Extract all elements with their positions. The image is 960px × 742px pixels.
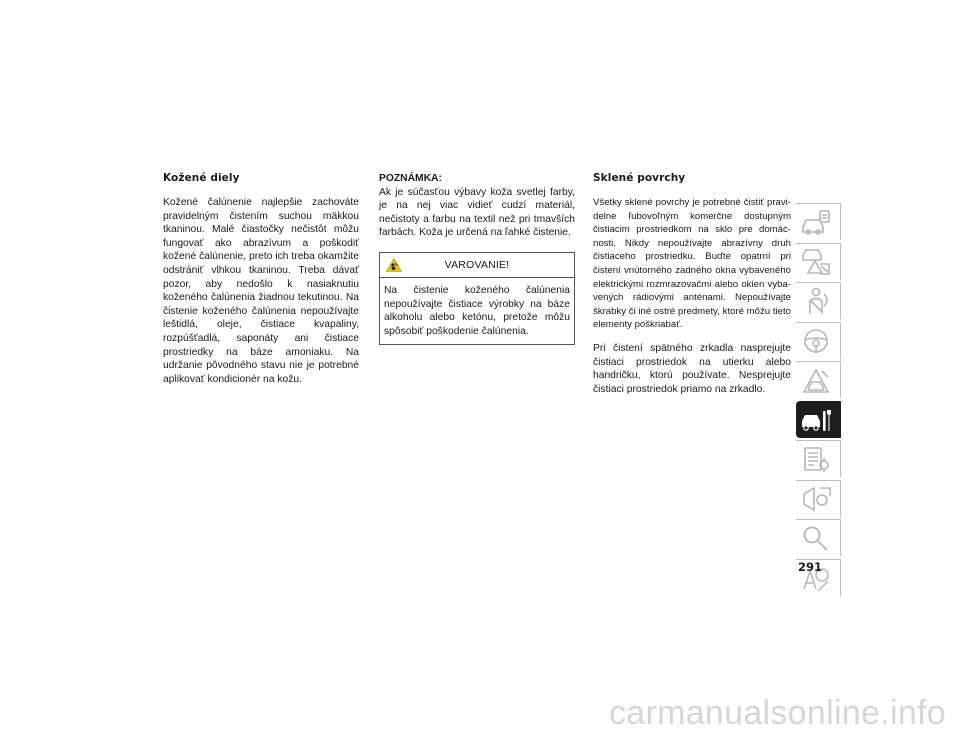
warning-title: VAROVANIE! bbox=[444, 258, 510, 271]
section-heading-leather: Kožené diely bbox=[163, 172, 240, 184]
note-label: POZNÁMKA: bbox=[379, 173, 442, 184]
tab-car-warning[interactable] bbox=[796, 243, 841, 280]
car-maintenance-icon bbox=[800, 405, 832, 435]
warning-body bbox=[380, 278, 574, 344]
page-number: 291 bbox=[797, 560, 822, 574]
warning-text: Na čistenie koženého čalúnenia nepoužívajte čistiace výrobky na báze alkoholu alebo ketónu, pretože môžu spôsobiť poškodenie čalúnenia. bbox=[384, 284, 570, 337]
warning-triangle-icon bbox=[386, 258, 402, 272]
tab-roadside-emergency[interactable] bbox=[796, 361, 841, 398]
tab-car-info[interactable] bbox=[796, 203, 841, 240]
warning-header bbox=[380, 253, 574, 278]
chapter-tabs bbox=[796, 203, 841, 598]
car-warning-icon bbox=[800, 247, 832, 277]
tab-multimedia[interactable] bbox=[796, 480, 841, 517]
warning-box bbox=[379, 252, 575, 345]
note-text: Ak je súčasťou výbavy koža svetlej farby, je na nej viac vidieť cudzí materiál, nečistoty a farbu na textil než pri tmavších farbách. Koža je určená na ľahké čistenie. bbox=[379, 186, 575, 239]
glass-paragraph-2: Pri čistení spätného zrkadla nasprejujte čistiaci prostriedok na utierku alebo handričku, ktorú používate. Nesprejujte čistiaci prostriedok priamo na zrkadlo. bbox=[593, 342, 791, 395]
specifications-icon bbox=[800, 444, 832, 474]
leather-section bbox=[163, 172, 359, 396]
seatbelt-safety-icon bbox=[800, 286, 832, 316]
tab-car-maintenance[interactable] bbox=[796, 401, 841, 438]
tab-specifications[interactable] bbox=[796, 440, 841, 477]
tab-seatbelt-safety[interactable] bbox=[796, 282, 841, 319]
glass-paragraph-1: Všetky sklené povrchy je potrebné čistiť pravidelne ľubovoľným komerčne dostupným čistiacim prostriedkom na sklo pre domácnosti. Nikdy nepoužívajte abrazívny druh čistiaceho prostriedku. Buďte opatrní pri čistení vnútorného zadného okna vybaveného elektrickými rozmrazovačmi alebo okien vybavených rádiovými anténami. Nepoužívajte škrabky či iné ostré predmety, ktoré môžu tieto elementy poškriabať. bbox=[593, 197, 791, 331]
leather-paragraph: Kožené čalúnenie najlepšie zachováte pravidelným čistením suchou mäkkou tkaninou. Malé čiastočky nečistôt môžu fungovať ako abrazívum a poškodiť kožené čalúnenie, preto ich treba okamžite odstrániť vlhkou tkaninou. Treba dávať pozor, aby nedošlo k nasiaknutiu koženého čalúnenia žiadnou tekutinou. Na čistenie koženého čalúnenia nepoužívajte leštidlá, oleje, čistiace kvapaliny, rozpúšťadlá, saponáty ani čistiace prostriedky na báze amoniaku. Na udržanie pôvodného stavu nie je potrebné aplikovať kondicionér na kožu. bbox=[163, 197, 359, 385]
index-search-icon bbox=[800, 523, 832, 553]
note-warning-section bbox=[379, 172, 575, 345]
tab-index-search[interactable] bbox=[796, 519, 841, 556]
tab-steering-wheel[interactable] bbox=[796, 322, 841, 359]
multimedia-icon bbox=[800, 484, 832, 514]
steering-wheel-icon bbox=[800, 326, 832, 356]
section-heading-glass: Sklené povrchy bbox=[593, 172, 686, 184]
roadside-emergency-icon bbox=[800, 365, 832, 395]
glass-section bbox=[593, 172, 791, 406]
watermark: carmanualsonline.info bbox=[608, 694, 946, 732]
car-info-icon bbox=[800, 207, 832, 237]
